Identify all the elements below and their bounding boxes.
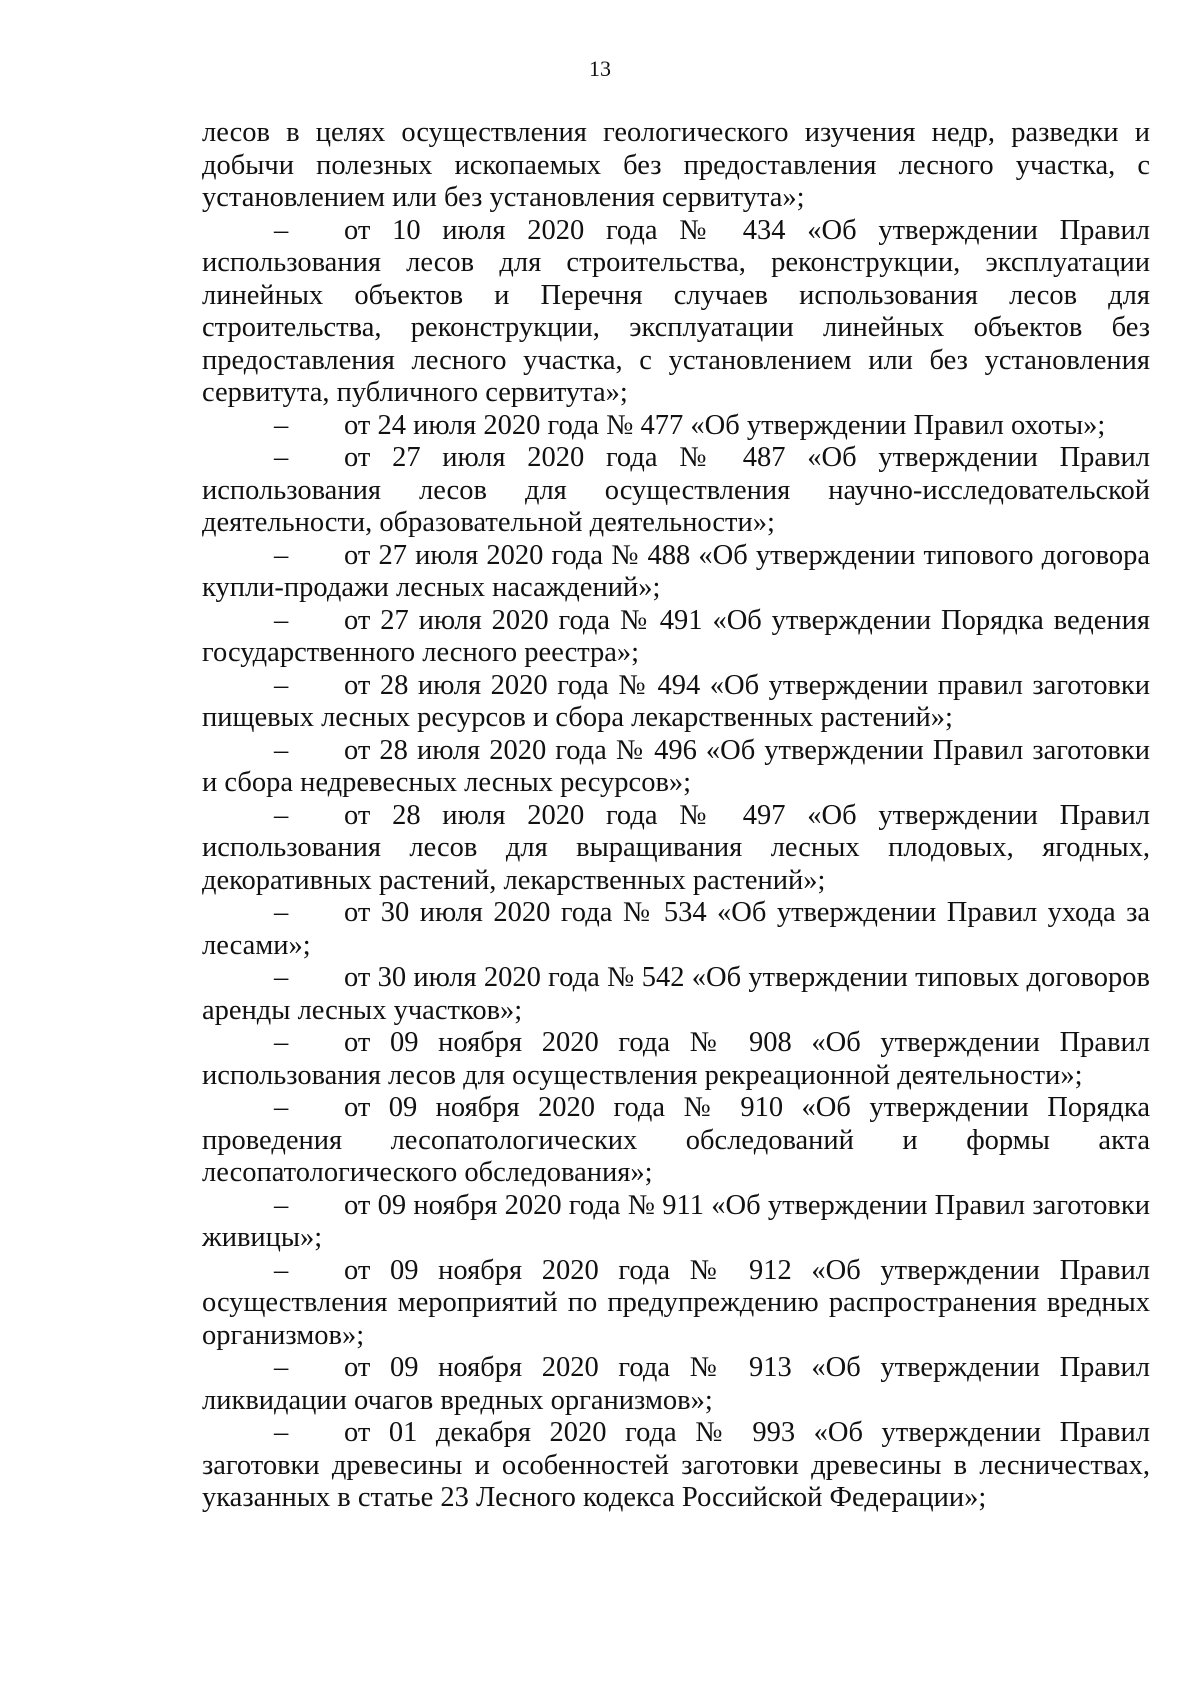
list-item-text: от 28 июля 2020 года № 497 «Об утверждении Правил использования лесов для выращивания лесных плодовых, ягодных, декоративных растений, лекарственных растений»; [202,799,1150,896]
list-dash: – [274,409,289,441]
document-body [202,117,1150,1515]
list-item-text: от 28 июля 2020 года № 496 «Об утверждении Правил заготовки и сбора недревесных лесных ресурсов»; [202,734,1150,798]
list-item [202,1352,1150,1417]
list-dash: – [274,962,289,993]
list-dash: – [274,539,289,571]
list-dash: – [274,1352,289,1383]
list-item-text: от 27 июля 2020 года № 491 «Об утверждении Порядка ведения государственного лесного реестра»; [202,604,1150,668]
list-item-text: от 30 июля 2020 года № 534 «Об утверждении Правил ухода за лесами»; [202,897,1150,961]
list-dash: – [274,1092,289,1123]
list-dash: – [274,1189,289,1221]
list-item-text: от 09 ноября 2020 года № 910 «Об утверждении Порядка проведения лесопатологических обследований и формы акта лесопатологического обследования»; [202,1092,1150,1188]
regulation-list [202,215,1150,1515]
list-item-text: от 28 июля 2020 года № 494 «Об утверждении правил заготовки пищевых лесных ресурсов и сбора лекарственных растений»; [202,669,1150,733]
list-item [202,735,1150,800]
list-item [202,800,1150,898]
list-item [202,1255,1150,1353]
list-item-text: от 30 июля 2020 года № 542 «Об утверждении типовых договоров аренды лесных участков»; [202,962,1150,1026]
list-item [202,1417,1150,1515]
list-dash: – [274,1027,289,1058]
list-item [202,1190,1150,1255]
page-number: 13 [589,56,611,81]
list-item-text: от 09 ноября 2020 года № 908 «Об утверждении Правил использования лесов для осуществления рекреационной деятельности»; [202,1027,1150,1091]
list-dash: – [274,799,289,831]
list-dash: – [274,734,289,766]
list-item [202,897,1150,962]
list-item-text: от 27 июля 2020 года № 488 «Об утверждении типового договора купли-продажи лесных насаждений»; [202,539,1150,603]
list-item-text: от 09 ноября 2020 года № 912 «Об утверждении Правил осуществления мероприятий по предупреждению распространения вредных организмов»; [202,1254,1150,1351]
list-item [202,540,1150,605]
list-dash: – [274,442,289,473]
list-item-text: от 09 ноября 2020 года № 913 «Об утверждении Правил ликвидации очагов вредных организмов»; [202,1352,1150,1416]
list-item [202,410,1150,443]
list-item-text: от 01 декабря 2020 года № 993 «Об утверждении Правил заготовки древесины и особенностей заготовки древесины в лесничествах, указанных в статье 23 Лесного кодекса Российской Федерации»; [202,1417,1150,1513]
list-item-text: от 09 ноября 2020 года № 911 «Об утверждении Правил заготовки живицы»; [202,1189,1150,1253]
list-item [202,215,1150,410]
list-item [202,670,1150,735]
list-dash: – [274,214,289,246]
list-item-text: от 24 июля 2020 года № 477 «Об утверждении Правил охоты»; [344,409,1106,441]
list-dash: – [274,604,289,636]
list-item-text: от 10 июля 2020 года № 434 «Об утверждении Правил использования лесов для строительства, реконструкции, эксплуатации линейных объектов и Перечня случаев использования лесов для строительства, реконструкции, эксплуатации линейных объектов без предоставления лесного участка, с установлением или без установления сервитута, публичного сервитута»; [202,214,1150,408]
list-dash: – [274,669,289,701]
list-item [202,1092,1150,1190]
list-dash: – [274,897,289,928]
list-item [202,962,1150,1027]
list-dash: – [274,1254,289,1286]
list-dash: – [274,1417,289,1448]
list-item [202,1027,1150,1092]
list-item-text: от 27 июля 2020 года № 487 «Об утверждении Правил использования лесов для осуществления научно-исследовательской деятельности, образовательной деятельности»; [202,442,1150,538]
intro-paragraph: лесов в целях осуществления геологического изучения недр, разведки и добычи полезных ископаемых без предоставления лесного участка, с установлением или без установления сервитута»; [202,117,1150,213]
list-item [202,605,1150,670]
list-item [202,442,1150,540]
